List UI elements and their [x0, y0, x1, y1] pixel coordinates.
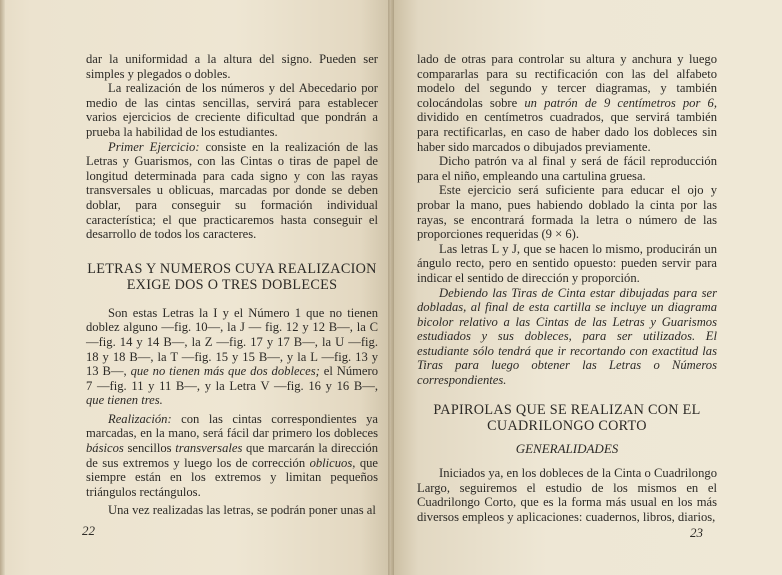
paragraph: Este ejercicio será suficiente para educar el ojo y probar la mano, pues habiendo doblado la cinta por las rayas, se encontrará formada la letra o número de las proporciones requeridas (9 × 6). — [417, 183, 717, 242]
italic-run: básicos — [86, 441, 124, 456]
italic-run: transversales — [175, 441, 243, 456]
italic-run: un patrón de 9 centímetros por 6, — [524, 95, 717, 110]
paragraph — [417, 52, 717, 154]
page-edge — [0, 0, 5, 575]
exercise-text: consiste en la realización de las Letras y Guarismos, con las Cintas o tiras de papel de longitud determinada para cada signo y con las rayas transversales u oblicuas, marcadas por donde se deben doblar, para conseguir su formación individual característica; el que practicaremos hasta conseguir el desarrollo de todos los caracteres. — [86, 139, 378, 242]
paragraph: La realización de los números y del Abecedario por medio de las cintas sencillas, servirá para establecer varios ejercicios de creciente dificultad que pondrán a prueba la habilidad de los estudiantes. — [86, 81, 378, 139]
text-run: dividido en centímetros cuadrados, que servirá también para rectificarlas, en caso de haber dado los dobleces sin haber sido marcados o dibujados previamente. — [417, 110, 717, 154]
section-heading: LETRAS Y NUMEROS CUYA REALIZACION EXIGE DOS O TRES DOBLECES — [87, 260, 377, 293]
right-page-text — [417, 52, 717, 525]
exercise-label: Primer Ejercicio: — [108, 139, 200, 154]
text-run: que siempre están en los extremos y limitan pequeños triángulos rectángulos. — [86, 455, 379, 499]
paragraph — [86, 306, 378, 408]
realization-label: Realización: — [108, 411, 172, 426]
paragraph — [86, 412, 378, 500]
section-subheading: GENERALIDADES — [515, 440, 619, 456]
text-run: que marcarán la dirección de sus extremos y luego los de corrección — [86, 441, 378, 470]
page-number: 22 — [82, 523, 95, 538]
paragraph: Dicho patrón va al final y será de fácil reproducción para el niño, empleando una cartulina gruesa. — [417, 154, 717, 183]
text-run: con las cintas correspondientes ya marcadas, en la mano, será fácil dar primero los dobleces — [86, 411, 378, 441]
text-run: lado de otras para controlar su altura y anchura y luego compararlas para su rectificación con las del alfabeto modelo del segundo y tercer diagramas, y también colocándolas sobre — [417, 52, 717, 110]
section-heading: PAPIROLAS QUE SE REALIZAN CON EL CUADRILONGO CORTO — [433, 401, 701, 434]
paragraph: Una vez realizadas las letras, se podrán poner unas al — [108, 503, 376, 518]
text-run: sencillos — [127, 441, 172, 456]
italic-run: que tienen tres. — [86, 393, 163, 408]
paragraph: Las letras L y J, que se hacen lo mismo, producirán un ángulo recto, pero en sentido opuesto: pueden servir para indicar el sentido de dirección y proporción. — [417, 241, 717, 285]
paragraph: Iniciados ya, en los dobleces de la Cinta o Cuadrilongo Largo, seguiremos el estudio de los mismos en el Cuadrilongo Corto, que es la forma más usual en los más diversos empleos y aplicaciones: cuadernos, libros, diarios, — [417, 466, 717, 525]
right-page — [391, 0, 782, 575]
page-number: 23 — [690, 525, 703, 540]
book-gutter — [388, 0, 394, 575]
italic-paragraph: Debiendo las Tiras de Cinta estar dibujadas para ser dobladas, al final de esta cartilla se incluye un diagrama bicolor relativo a las Cintas de las Letras y Guarismos estudiados y sus dobleces, para ser utilizados. El estudiante sólo tendrá que ir recortando con exactitud las Tiras para luego obtener las Letras o Números correspondientes. — [417, 285, 717, 388]
paragraph: dar la uniformidad a la altura del signo. Pueden ser simples y plegados o dobles. — [86, 52, 378, 81]
italic-run: oblicuos, — [309, 455, 356, 470]
left-page-text — [86, 52, 378, 518]
text-run: el Número 7 —fig. 11 y 11 B—, y la Letra V —fig. 16 y 16 B—, — [86, 364, 379, 393]
italic-run: que no tienen más que dos dobleces; — [130, 364, 320, 379]
paragraph — [86, 140, 378, 242]
text-run: Son estas Letras la I y el Número 1 que no tienen doblez alguno —fig. 10—, la J — fig. 12 y 12 B—, la C —fig. 14 y 14 B—, la Z —fig. 17 y 17 B—, la U —fig. 18 y 18 B—, la T —fig. 15 y 15 B—, y la L —fig. 13 y 13 B—, — [86, 305, 378, 379]
